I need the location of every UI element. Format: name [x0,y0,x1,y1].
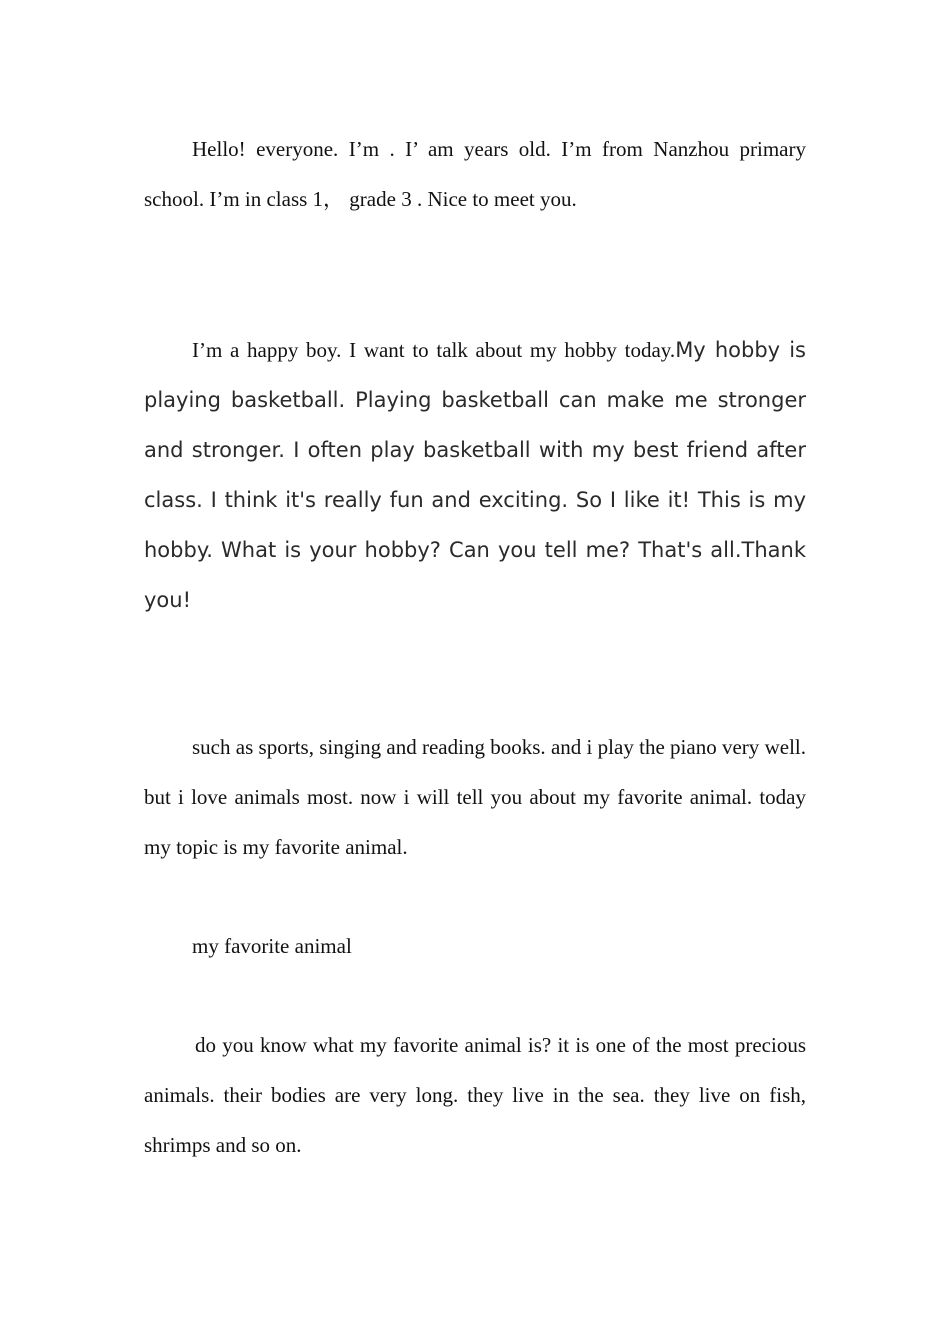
paragraph-hobby [144,325,806,625]
paragraph-favorite-animal: do you know what my favorite animal is? it is one of the most precious animals. their bodies are very long. they live in the sea. they live on fish, shrimps and so on. [144,1033,806,1157]
paragraph-hobby-serif-text: I’m a happy boy. I want to talk about my hobby today. [192,338,676,362]
paragraph-introduction: Hello! everyone. I’m . I’ am years old. I’m from Nanzhou primary school. I’m in class 1， grade 3 . Nice to meet you. [144,137,806,211]
paragraph-interests: such as sports, singing and reading books. and i play the piano very well. but i love animals most. now i will tell you about my favorite animal. today my topic is my favorite animal. [144,735,806,859]
paragraph-hobby-sans-text: My hobby is playing basketball. Playing basketball can make me stronger and stronger. I often play basketball with my best friend after class. I think it's really fun and exciting. So I like it! This is my hobby. What is your hobby? Can you tell me? That's all.Thank you! [144,338,806,612]
paragraph-topic-title: my favorite animal [192,934,352,958]
